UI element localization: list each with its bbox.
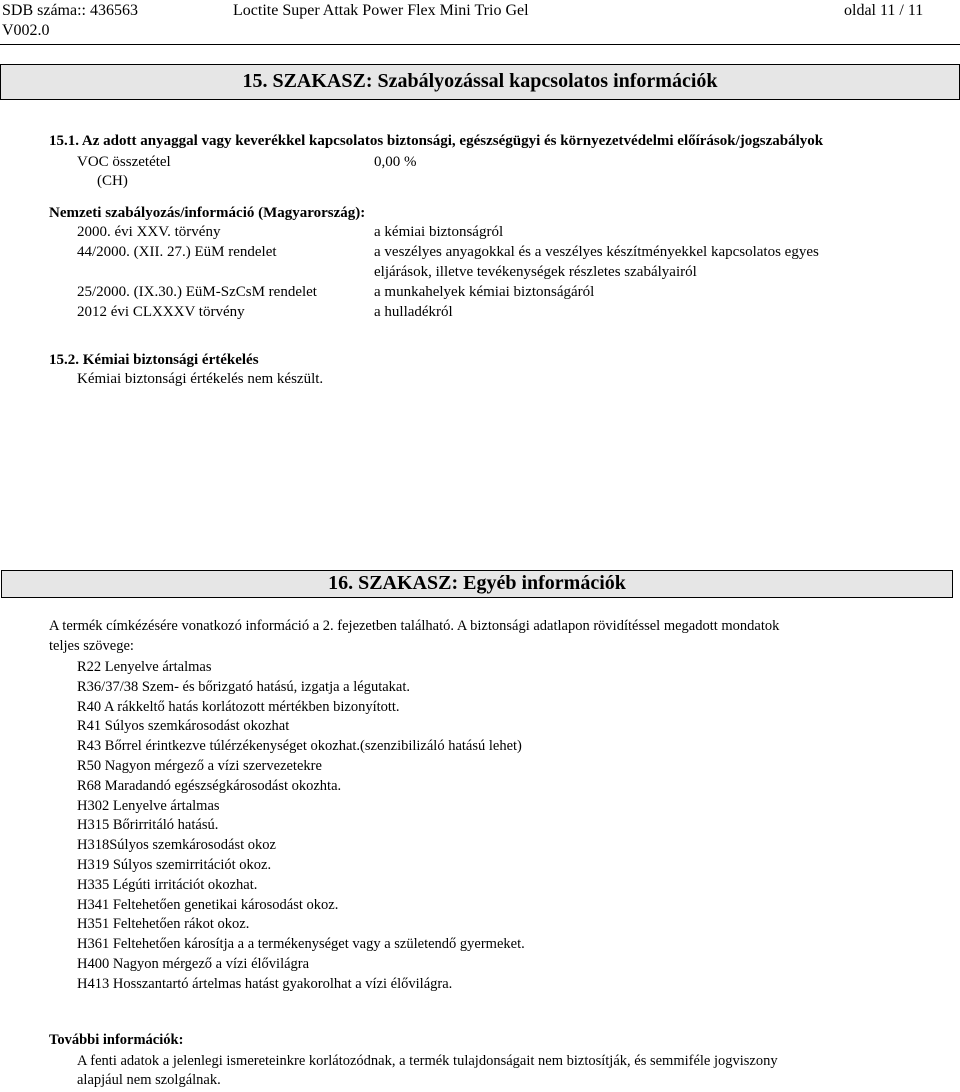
header-rule <box>0 44 960 45</box>
law-description: a hulladékról <box>374 304 453 320</box>
hazard-phrase: H413 Hosszantartó ártelmas hatást gyakorolhat a vízi élővilágra. <box>77 975 453 992</box>
voc-label: VOC összetétel <box>77 154 171 170</box>
subsection-15-1-title: 15.1. Az adott anyaggal vagy keverékkel kapcsolatos biztonsági, egészségügyi és környezetvédelmi előírások/jogszabályok <box>49 133 824 149</box>
page-number: oldal 11 / 11 <box>844 2 924 19</box>
hazard-phrase: R50 Nagyon mérgező a vízi szervezetekre <box>77 758 322 774</box>
product-name: Loctite Super Attak Power Flex Mini Trio Gel <box>233 2 529 19</box>
law-number: 44/2000. (XII. 27.) EüM rendelet <box>77 244 277 260</box>
section-16-intro-continued: teljes szövege: <box>49 638 134 654</box>
hazard-phrase: R40 A rákkeltő hatás korlátozott mértékben bizonyított. <box>77 698 400 715</box>
hazard-phrase: R36/37/38 Szem- és bőrizgató hatású, izgatja a légutakat. <box>77 678 410 695</box>
voc-value: 0,00 % <box>374 154 417 170</box>
law-number: 2012 évi CLXXXV törvény <box>77 304 245 320</box>
section-15-title: 15. SZAKASZ: Szabályozással kapcsolatos információk <box>242 70 718 92</box>
law-description-continued: eljárások, illetve tevékenységek részletes szabályairól <box>374 264 697 280</box>
further-info-text: A fenti adatok a jelenlegi ismereteinkre korlátozódnak, a termék tulajdonságait nem biztosítják, és semmiféle jogviszony <box>77 1053 778 1069</box>
section-16-title: 16. SZAKASZ: Egyéb információk <box>328 572 626 594</box>
chemical-safety-assessment-text: Kémiai biztonsági értékelés nem készült. <box>77 371 324 387</box>
sds-number: SDB száma:: 436563 <box>2 2 138 19</box>
version: V002.0 <box>2 22 50 39</box>
hazard-phrase: R22 Lenyelve ártalmas <box>77 659 212 675</box>
law-description: a veszélyes anyagokkal és a veszélyes készítményekkel kapcsolatos egyes <box>374 244 819 260</box>
further-info-title: További információk: <box>49 1032 184 1048</box>
hazard-phrase: R43 Bőrrel érintkezve túlérzékenységet okozhat.(szenzibilizáló hatású lehet) <box>77 738 522 755</box>
further-info-text-continued: alapjául nem szolgálnak. <box>77 1072 221 1088</box>
national-regulation-title: Nemzeti szabályozás/információ (Magyarország): <box>49 205 366 221</box>
hazard-phrase: R68 Maradandó egészségkárosodást okozhta. <box>77 777 342 794</box>
subsection-15-2-title: 15.2. Kémiai biztonsági értékelés <box>49 352 259 368</box>
hazard-phrase: R41 Súlyos szemkárosodást okozhat <box>77 718 290 735</box>
section-16-intro: A termék címkézésére vonatkozó információ a 2. fejezetben található. A biztonsági adatlapon rövidítéssel megadott mondatok <box>49 618 780 634</box>
hazard-phrase: H335 Légúti irritációt okozhat. <box>77 876 258 893</box>
voc-unit: (CH) <box>97 173 128 189</box>
law-number: 2000. évi XXV. törvény <box>77 224 221 240</box>
law-description: a kémiai biztonságról <box>374 224 504 240</box>
hazard-phrase: H351 Feltehetően rákot okoz. <box>77 916 250 933</box>
section-15-bar <box>0 64 960 100</box>
section-16-bar <box>1 570 953 598</box>
law-number: 25/2000. (IX.30.) EüM-SzCsM rendelet <box>77 284 317 300</box>
hazard-phrase: H319 Súlyos szemirritációt okoz. <box>77 857 272 873</box>
hazard-phrase: H361 Feltehetően károsítja a a termékenységet vagy a születendő gyermeket. <box>77 936 525 953</box>
hazard-phrase: H302 Lenyelve ártalmas <box>77 797 220 814</box>
hazard-phrase: H315 Bőrirritáló hatású. <box>77 817 219 834</box>
hazard-phrase: H341 Feltehetően genetikai károsodást okoz. <box>77 896 339 913</box>
hazard-phrase: H400 Nagyon mérgező a vízi élővilágra <box>77 956 310 972</box>
hazard-phrase: H318Súlyos szemkárosodást okoz <box>77 837 276 854</box>
law-description: a munkahelyek kémiai biztonságáról <box>374 284 595 300</box>
